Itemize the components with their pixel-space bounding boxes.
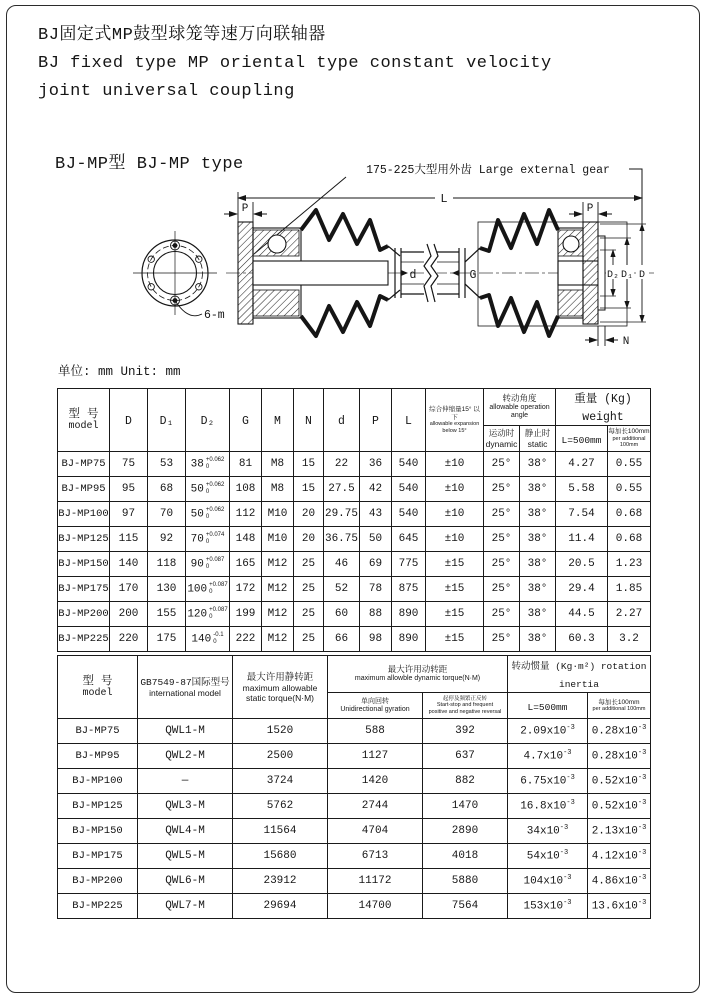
table-cell: $0.28x10^{-3}$ [588, 744, 651, 769]
table-cell: 92 [148, 527, 186, 552]
table-cell: 68 [148, 477, 186, 502]
table-cell: 0.68 [608, 527, 651, 552]
table-cell: QWL4-M [138, 819, 233, 844]
table-row [58, 552, 651, 577]
table-row [58, 844, 651, 869]
table-cell: 2890 [423, 819, 508, 844]
table-cell: BJ-MP100 [58, 769, 138, 794]
table-cell: 1127 [328, 744, 423, 769]
dim-N-group [585, 326, 629, 348]
table-cell: 645 [392, 527, 426, 552]
table-cell: 42 [360, 477, 392, 502]
table-cell: 75 [110, 452, 148, 477]
table-cell: QWL2-M [138, 744, 233, 769]
table-cell: 25° [484, 502, 520, 527]
table-cell: 22 [324, 452, 360, 477]
table-cell: 170 [110, 577, 148, 602]
table-cell: 11172 [328, 869, 423, 894]
dim-label-D2: D₂ [606, 270, 620, 281]
table-cell: 25 [294, 627, 324, 652]
table-cell: 25 [294, 552, 324, 577]
table-cell: 6713 [328, 844, 423, 869]
table-cell: $2.13x10^{-3}$ [588, 819, 651, 844]
table-row [58, 527, 651, 552]
header-rotation-inertia: 转动惯量 (Kg·m²) rotation inertia [508, 656, 651, 693]
table-cell: 882 [423, 769, 508, 794]
dim-label-d: d [409, 269, 417, 282]
table-cell: M8 [262, 477, 294, 502]
table-cell: 69 [360, 552, 392, 577]
table-cell: 38° [520, 477, 556, 502]
unit-note: 单位: mm Unit: mm [58, 365, 181, 379]
table-cell: 120 +0.087 0 [186, 602, 230, 627]
table-cell: 140 -0.1 0 [186, 627, 230, 652]
table-cell: 36 [360, 452, 392, 477]
title-english-line1: BJ fixed type MP oriental type constant velocity [38, 54, 552, 73]
header-international-model: GB7549-87国际型号 international model [138, 656, 233, 719]
table-cell: 29694 [233, 894, 328, 919]
table-cell: M12 [262, 602, 294, 627]
table-cell: 115 [110, 527, 148, 552]
table-cell: QWL7-M [138, 894, 233, 919]
table-cell: 23912 [233, 869, 328, 894]
table-cell: M10 [262, 502, 294, 527]
dim-label-D: D [638, 270, 646, 281]
table-cell: 5.58 [556, 477, 608, 502]
dim-label-P-left: P [241, 203, 249, 215]
external-gear-annotation: 175-225大型用外齿 Large external gear [366, 164, 610, 177]
table-cell: 155 [148, 602, 186, 627]
table-cell: 60.3 [556, 627, 608, 652]
table-cell: BJ-MP150 [58, 552, 110, 577]
table-cell: 38° [520, 552, 556, 577]
table-cell: 38° [520, 452, 556, 477]
diameter-dimensions [600, 224, 649, 322]
table-row [58, 794, 651, 819]
header-weight: 重量 (Kg) weight [556, 389, 651, 426]
dim-label-L: L [440, 192, 448, 206]
table-cell: $2.09x10^{-3}$ [508, 719, 588, 744]
dim-label-N: N [622, 336, 630, 348]
table-cell: 53 [148, 452, 186, 477]
table-cell: BJ-MP200 [58, 869, 138, 894]
table-cell: 890 [392, 627, 426, 652]
table-cell: QWL5-M [138, 844, 233, 869]
table-cell: $16.8x10^{-3}$ [508, 794, 588, 819]
table-cell: 95 [110, 477, 148, 502]
table-cell: 4018 [423, 844, 508, 869]
table-cell: 50 +0.062 0 [186, 477, 230, 502]
table-cell: $0.28x10^{-3}$ [588, 719, 651, 744]
table-cell: 3.2 [608, 627, 651, 652]
dim-label-P-right: P [586, 203, 594, 215]
table-cell: M10 [262, 527, 294, 552]
table-cell: BJ-MP95 [58, 477, 110, 502]
table-cell: 130 [148, 577, 186, 602]
table-cell: QWL3-M [138, 794, 233, 819]
table-row [58, 769, 651, 794]
dimension-table [57, 388, 651, 652]
table-cell: 38° [520, 527, 556, 552]
header-inertia-l500: L=500mm [508, 693, 588, 719]
header-unidirectional: 单向回转 Unidirectional gyration [328, 693, 423, 719]
table-cell: ±15 [426, 577, 484, 602]
table-cell: $4.86x10^{-3}$ [588, 869, 651, 894]
header-operation-angle: 转动角度 allowable operation angle [484, 389, 556, 426]
table-cell: 0.55 [608, 452, 651, 477]
header-P: P [360, 389, 392, 452]
table-cell: ±15 [426, 602, 484, 627]
table-cell: BJ-MP125 [58, 527, 110, 552]
table-cell: 637 [423, 744, 508, 769]
table-cell: 70 +0.074 0 [186, 527, 230, 552]
table-cell: 36.75 [324, 527, 360, 552]
table-cell: 29.4 [556, 577, 608, 602]
table-cell: BJ-MP75 [58, 719, 138, 744]
table-cell: 148 [230, 527, 262, 552]
table-cell: $4.12x10^{-3}$ [588, 844, 651, 869]
table-cell: 540 [392, 477, 426, 502]
header-D1: D₁ [148, 389, 186, 452]
table-cell: 220 [110, 627, 148, 652]
table-cell: $104x10^{-3}$ [508, 869, 588, 894]
table-cell: 890 [392, 602, 426, 627]
header-weight-l500: L=500mm [556, 426, 608, 452]
table-cell: QWL6-M [138, 869, 233, 894]
table-cell: 875 [392, 577, 426, 602]
table-cell: 588 [328, 719, 423, 744]
table-cell: 90 +0.087 0 [186, 552, 230, 577]
table-cell: 5762 [233, 794, 328, 819]
table-cell: 38° [520, 627, 556, 652]
header-d: d [324, 389, 360, 452]
table-cell: 200 [110, 602, 148, 627]
table-cell: 44.5 [556, 602, 608, 627]
flange-front-view [133, 231, 225, 322]
table-cell: BJ-MP95 [58, 744, 138, 769]
table-cell: 7564 [423, 894, 508, 919]
table-cell: ±10 [426, 452, 484, 477]
left-boot-bellows [301, 210, 388, 250]
table-cell: 540 [392, 502, 426, 527]
table-cell: 98 [360, 627, 392, 652]
table-cell: 25° [484, 602, 520, 627]
header-dynamic-torque: 最大许用动转距 maximum allowble dynamic torque(N·M) [328, 656, 508, 693]
table-cell: 775 [392, 552, 426, 577]
table-cell: 81 [230, 452, 262, 477]
table-cell: 66 [324, 627, 360, 652]
header-D: D [110, 389, 148, 452]
table-row [58, 627, 651, 652]
table-cell: 11564 [233, 819, 328, 844]
table-cell: 38° [520, 577, 556, 602]
table-cell: 112 [230, 502, 262, 527]
table-cell: 38° [520, 502, 556, 527]
table-cell: 199 [230, 602, 262, 627]
header-L: L [392, 389, 426, 452]
table-cell: 25° [484, 527, 520, 552]
table-cell: 27.5 [324, 477, 360, 502]
dim-label-G: G [469, 269, 477, 282]
table-cell: 540 [392, 452, 426, 477]
header-start-stop: 起停及频繁正反转 Start-stop and frequent positive and negative reversal [423, 693, 508, 719]
table-cell: 46 [324, 552, 360, 577]
left-joint-section [238, 210, 400, 336]
table-cell: 20 [294, 502, 324, 527]
dim-label-D1: D₁ [620, 270, 634, 281]
header-N: N [294, 389, 324, 452]
table-cell: M12 [262, 552, 294, 577]
table-cell: 165 [230, 552, 262, 577]
header-inertia-additional: 每加长100mm per additional 100mm [588, 693, 651, 719]
table-row [58, 744, 651, 769]
table-cell: 70 [148, 502, 186, 527]
table-cell: 0.68 [608, 502, 651, 527]
table-cell: 97 [110, 502, 148, 527]
table-cell: M12 [262, 577, 294, 602]
technical-drawing [88, 158, 700, 366]
table-cell: 38 +0.062 0 [186, 452, 230, 477]
table-cell: 5880 [423, 869, 508, 894]
header-M: M [262, 389, 294, 452]
table-cell: 15 [294, 477, 324, 502]
table-cell: 100 +0.087 0 [186, 577, 230, 602]
table-cell: 222 [230, 627, 262, 652]
table-cell: 2500 [233, 744, 328, 769]
table-cell: 25 [294, 577, 324, 602]
table-cell: BJ-MP200 [58, 602, 110, 627]
table-cell: 25° [484, 452, 520, 477]
table-cell: BJ-MP150 [58, 819, 138, 844]
table-cell: 52 [324, 577, 360, 602]
table-cell: — [138, 769, 233, 794]
header-static-torque: 最大许用静转距 maximum allowable static torque(N·M) [233, 656, 328, 719]
table-cell: 60 [324, 602, 360, 627]
table-cell: ±15 [426, 627, 484, 652]
table-cell: 1520 [233, 719, 328, 744]
header-G: G [230, 389, 262, 452]
table-cell: 88 [360, 602, 392, 627]
table-cell: 1.85 [608, 577, 651, 602]
table-cell: 2744 [328, 794, 423, 819]
table-cell: ±10 [426, 502, 484, 527]
table-cell: BJ-MP100 [58, 502, 110, 527]
table-cell: 38° [520, 602, 556, 627]
table-cell: 11.4 [556, 527, 608, 552]
table-cell: 20.5 [556, 552, 608, 577]
table-cell: 25 [294, 602, 324, 627]
table-cell: 14700 [328, 894, 423, 919]
table-cell: 25° [484, 627, 520, 652]
table-cell: $54x10^{-3}$ [508, 844, 588, 869]
header-model: 型 号 model [58, 389, 110, 452]
table-row [58, 869, 651, 894]
table-cell: 2.27 [608, 602, 651, 627]
header-weight-additional: 每加长100mm per additional 100mm [608, 426, 651, 452]
table-cell: BJ-MP175 [58, 577, 110, 602]
table-cell: 392 [423, 719, 508, 744]
table-cell: 1420 [328, 769, 423, 794]
table-cell: BJ-MP75 [58, 452, 110, 477]
annotation-bracket [629, 169, 642, 220]
table-cell: ±10 [426, 527, 484, 552]
table-cell: 78 [360, 577, 392, 602]
table-cell: 4704 [328, 819, 423, 844]
header-D2: D₂ [186, 389, 230, 452]
table-row [58, 452, 651, 477]
header-model: 型 号 model [58, 656, 138, 719]
table-cell: BJ-MP225 [58, 894, 138, 919]
table-cell: ±15 [426, 552, 484, 577]
title-english-line2: joint universal coupling [38, 82, 295, 101]
table-cell: $34x10^{-3}$ [508, 819, 588, 844]
table-cell: 29.75 [324, 502, 360, 527]
page-title [38, 22, 552, 106]
table-cell: $0.52x10^{-3}$ [588, 769, 651, 794]
table-row [58, 819, 651, 844]
table-cell: M8 [262, 452, 294, 477]
table-cell: 50 +0.062 0 [186, 502, 230, 527]
table-cell: 3724 [233, 769, 328, 794]
table-cell: 0.55 [608, 477, 651, 502]
header-dynamic: 运动时 dynamic [484, 426, 520, 452]
table-cell: 20 [294, 527, 324, 552]
table-cell: $0.52x10^{-3}$ [588, 794, 651, 819]
header-expansion: 综合伸缩量15° 以下 allowable expansion below 15° [426, 389, 484, 452]
table-cell: $4.7x10^{-3}$ [508, 744, 588, 769]
table-cell: 7.54 [556, 502, 608, 527]
table-cell: $13.6x10^{-3}$ [588, 894, 651, 919]
right-boot-bellows [480, 210, 558, 251]
model-subtitle: BJ-MP型 BJ-MP type [55, 155, 244, 174]
table-cell: M12 [262, 627, 294, 652]
table-row [58, 577, 651, 602]
title-chinese: BJ固定式MP鼓型球笼等速万向联轴器 [38, 26, 326, 45]
table-cell: $153x10^{-3}$ [508, 894, 588, 919]
table-cell: 25° [484, 577, 520, 602]
table-row [58, 719, 651, 744]
table-cell: 25° [484, 552, 520, 577]
table-cell: ±10 [426, 477, 484, 502]
table-cell: 25° [484, 477, 520, 502]
table-cell: BJ-MP225 [58, 627, 110, 652]
table-cell: 15 [294, 452, 324, 477]
table-cell: 108 [230, 477, 262, 502]
header-static: 静止时 static [520, 426, 556, 452]
table-cell: 172 [230, 577, 262, 602]
table-row [58, 602, 651, 627]
table-cell: 43 [360, 502, 392, 527]
table-cell: 1.23 [608, 552, 651, 577]
table-cell: QWL1-M [138, 719, 233, 744]
table-cell: 4.27 [556, 452, 608, 477]
table-cell: BJ-MP175 [58, 844, 138, 869]
table-cell: 140 [110, 552, 148, 577]
table-cell: 50 [360, 527, 392, 552]
table-cell: 1470 [423, 794, 508, 819]
bolt-count-label: 6-m [204, 309, 225, 322]
table-row [58, 477, 651, 502]
table-row [58, 894, 651, 919]
torque-inertia-table [57, 655, 651, 919]
table-row [58, 502, 651, 527]
table-cell: 15680 [233, 844, 328, 869]
table-cell: BJ-MP125 [58, 794, 138, 819]
table-cell: 175 [148, 627, 186, 652]
table-cell: $6.75x10^{-3}$ [508, 769, 588, 794]
table-cell: 118 [148, 552, 186, 577]
